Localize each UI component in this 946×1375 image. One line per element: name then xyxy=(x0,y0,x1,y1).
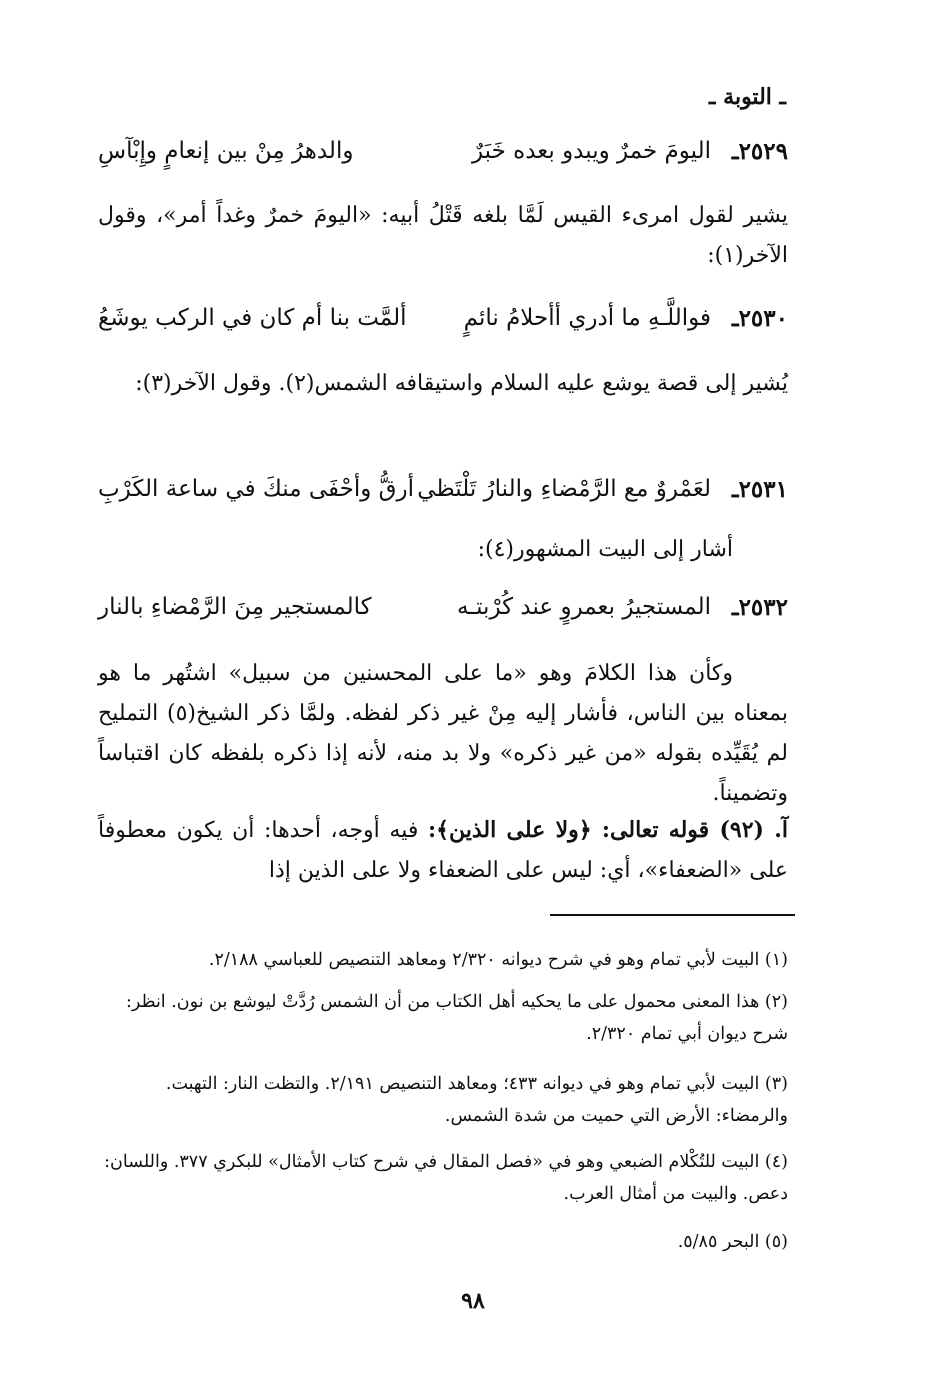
quran-citation: آ. (٩٢) قوله تعالى: ﴿ولا على الذين﴾: xyxy=(428,817,788,843)
commentary-text: فيه أوجه، أحدها: أن يكون معطوفاً على «الضعفاء»، أي: ليس على الضعفاء ولا على الذين إذا xyxy=(98,818,788,883)
verse-hemistich-first: فواللَّـهِ ما أدري أأحلامُ نائمٍ xyxy=(463,305,711,331)
footnote: (١) البيت لأبي تمام وهو في شرح ديوانه ٢/٣٢٠ ومعاهد التنصيص للعباسي ٢/١٨٨. xyxy=(208,950,788,970)
verse-number: ٢٥٣٠ـ xyxy=(731,305,788,332)
page-number: ٩٨ xyxy=(461,1288,485,1314)
running-header: ـ التوبة ـ xyxy=(709,84,786,110)
footnote: (٥) البحر ٥/٨٥. xyxy=(677,1232,788,1252)
commentary-paragraph: وكأن هذا الكلامَ وهو «ما على المحسنين من سبيل» اشتُهر ما هو بمعناه بين الناس، فأشار إليه مِنْ غير ذكر لفظه. ولمَّا ذكر الشيخ(٥) التمليح لم يُقَيِّده بقوله «من غير ذكره» ولا بد منه، لأنه إذا ذكره بلفظه كان اقتباساً وتضميناً. xyxy=(98,661,788,806)
verse-hemistich-first: لعَمْروٌ مع الرَّمْضاءِ والنارُ تَلْتَظي xyxy=(417,476,711,502)
verse-hemistich-first: المستجيرُ بعمروٍ عند كُرْبتـه xyxy=(457,594,711,620)
commentary-paragraph: يشير لقول امرىء القيس لَمَّا بلغه قَتْلُ أبيه: «اليومَ خمرٌ وغداً أمر»، وقول الآخر(١): xyxy=(98,203,788,268)
verse-hemistich-second: أرقُّ وأحْفَى منكَ في ساعة الكَرْبِ xyxy=(98,476,415,502)
verse-hemistich-second: ألمَّت بنا أم كان في الركب يوشَعُ xyxy=(98,305,407,331)
commentary-paragraph: يُشير إلى قصة يوشع عليه السلام واستيقافه الشمس(٢). وقول الآخر(٣): xyxy=(135,371,788,396)
verse-hemistich-second: والدهرُ مِنْ بين إنعامٍ وإِبْآسِ xyxy=(98,138,354,164)
commentary-paragraph: أشار إلى البيت المشهور(٤): xyxy=(477,537,733,562)
footnote-separator xyxy=(550,914,795,916)
verse-number: ٢٥٣٢ـ xyxy=(731,594,788,621)
verse-hemistich-second: كالمستجير مِنَ الرَّمْضاءِ بالنار xyxy=(98,594,372,620)
verse-number: ٢٥٣١ـ xyxy=(731,476,788,503)
verse-number: ٢٥٢٩ـ xyxy=(731,138,788,165)
verse-hemistich-first: اليومَ خمرٌ ويبدو بعده خَبَرٌ xyxy=(471,138,711,164)
footnote: (٢) هذا المعنى محمول على ما يحكيه أهل الكتاب من أن الشمس رُدَّتْ ليوشع بن نون. انظر: شرح ديوان أبي تمام ٢/٣٢٠. xyxy=(126,992,788,1044)
footnote: (٣) البيت لأبي تمام وهو في ديوانه ٤٣٣؛ ومعاهد التنصيص ٢/١٩١. والتظت النار: التهبت. والرمضاء: الأرض التي حميت من شدة الشمس. xyxy=(165,1074,788,1126)
commentary-paragraph xyxy=(98,810,788,891)
footnote: (٤) البيت للتُكْلام الضبعي وهو في «فصل المقال في شرح كتاب الأمثال» للبكري ٣٧٧. واللسان: دعص. والبيت من أمثال العرب. xyxy=(104,1152,788,1204)
